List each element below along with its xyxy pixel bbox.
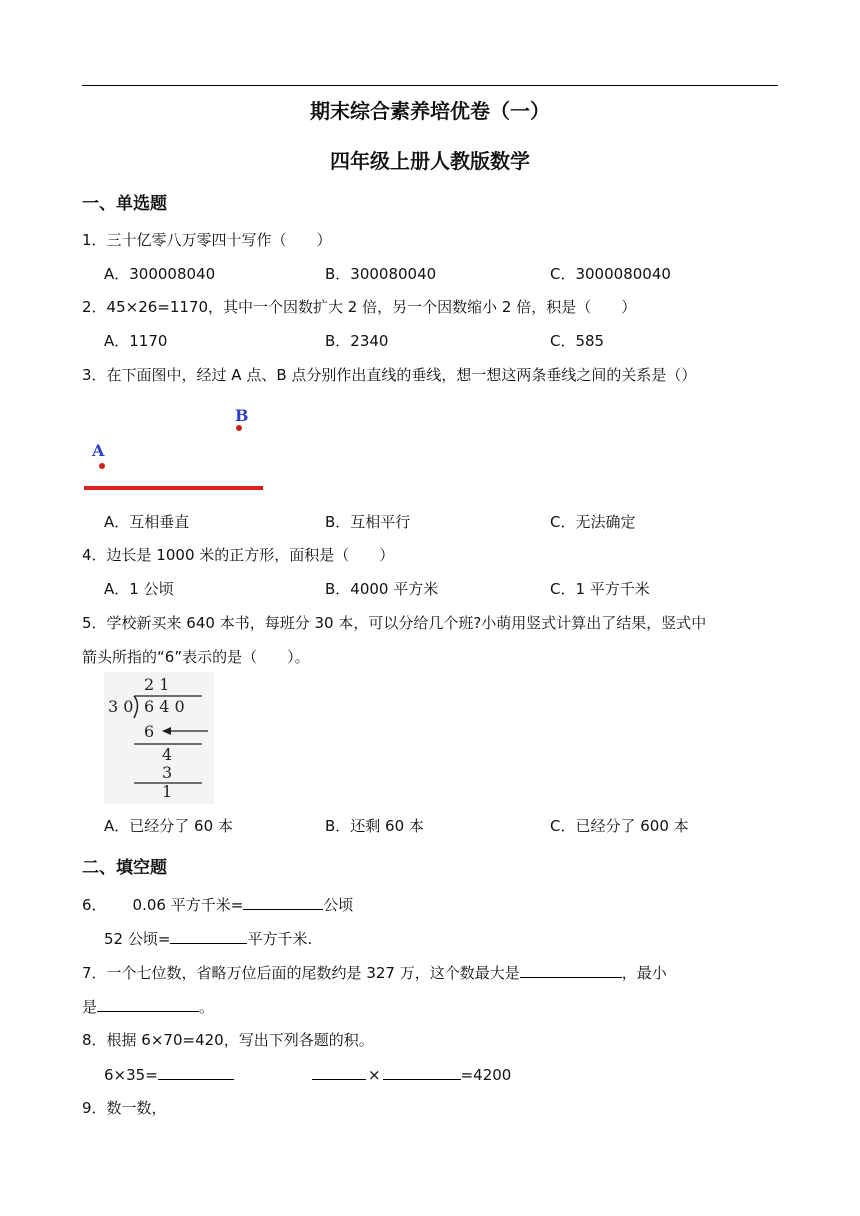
page-subtitle: 四年级上册人教版数学 <box>330 149 530 173</box>
point-a-dot <box>99 463 105 469</box>
point-b-dot <box>236 425 242 431</box>
division-dividend: 6 4 0 <box>144 697 185 716</box>
section-fill-blank: 二、填空题 <box>82 858 167 878</box>
question-5-option-a: A．已经分了 60 本 <box>104 817 233 835</box>
question-5-stem-line1: 5．学校新买来 640 本书，每班分 30 本，可以分给几个班?小萌用竖式计算出了结果，竖式中 <box>82 614 707 632</box>
division-step-4: 4 <box>162 745 173 764</box>
question-6-blank-2[interactable] <box>170 927 247 944</box>
question-4-option-b: B．4000 平方米 <box>325 580 439 598</box>
question-6-part2: 52 公顷= <box>104 930 171 948</box>
section-single-choice: 一、单选题 <box>82 194 167 214</box>
question-3-stem: 3．在下面图中，经过 A 点、B 点分别作出直线的垂线，想一想这两条垂线之间的关系是（） <box>82 366 697 384</box>
question-7-text1: 7．一个七位数，省略万位后面的尾数约是 327 万，这个数最大是 <box>82 964 520 982</box>
question-5-option-b: B．还剩 60 本 <box>325 817 424 835</box>
question-6-part1: 0.06 平方千米= <box>132 896 244 914</box>
question-1-stem: 1．三十亿零八万零四十写作（ ） <box>82 231 332 249</box>
question-7-line1 <box>82 961 667 983</box>
question-3-option-b: B．互相平行 <box>325 513 411 531</box>
question-2-option-a: A．1170 <box>104 332 168 350</box>
question-8-blank-2[interactable] <box>312 1063 366 1080</box>
question-4-option-c: C．1 平方千米 <box>550 580 650 598</box>
page-title: 期末综合素养培优卷（一） <box>310 99 550 123</box>
header-rule <box>82 85 778 86</box>
question-7-text1-end: ，最小 <box>621 964 667 982</box>
question-7-line2 <box>82 995 214 1017</box>
question-2-option-c: C．585 <box>550 332 605 350</box>
question-7-blank-max[interactable] <box>520 961 622 978</box>
question-1-option-c: C．3000080040 <box>550 265 671 283</box>
division-quotient: 2 1 <box>144 675 170 694</box>
point-b-label: B <box>235 406 249 425</box>
question-7-text2-end: 。 <box>199 998 215 1016</box>
point-a-label: A <box>92 441 105 460</box>
question-8-blank-3[interactable] <box>383 1063 461 1080</box>
division-divisor: 3 0 <box>108 697 134 716</box>
question-3-option-a: A．互相垂直 <box>104 513 190 531</box>
question-4-option-a: A．1 公顷 <box>104 580 174 598</box>
question-6-blank-1[interactable] <box>243 893 323 910</box>
question-7-text2: 是 <box>82 998 98 1016</box>
question-8-expr1-text: 6×35= <box>104 1066 158 1084</box>
division-step-3: 3 <box>162 763 173 782</box>
question-6-unit1: 公顷 <box>323 896 354 914</box>
question-6-unit2: 平方千米. <box>247 930 313 948</box>
question-8-expr2 <box>312 1063 511 1084</box>
division-remainder: 1 <box>162 782 173 801</box>
question-6-line2 <box>104 927 312 949</box>
question-9-stem: 9．数一数， <box>82 1099 167 1117</box>
question-8-expr2-end: =4200 <box>460 1066 512 1084</box>
question-6-line1 <box>82 893 353 915</box>
question-1-option-a: A．300008040 <box>104 265 216 283</box>
question-2-option-b: B．2340 <box>325 332 389 350</box>
question-8-times: × <box>368 1066 381 1084</box>
question-5-stem-line2: 箭头所指的“6”表示的是（ ）。 <box>82 648 310 666</box>
long-division-figure <box>104 672 214 804</box>
question-4-stem: 4．边长是 1000 米的正方形，面积是（ ） <box>82 546 395 564</box>
question-7-blank-min[interactable] <box>97 995 199 1012</box>
question-6-number: 6． <box>82 896 107 914</box>
question-3-option-c: C．无法确定 <box>550 513 636 531</box>
question-3-figure <box>80 400 280 500</box>
question-5-option-c: C．已经分了 600 本 <box>550 817 689 835</box>
question-8-expr1 <box>104 1063 234 1084</box>
division-step-6: 6 <box>144 722 155 741</box>
question-8-blank-1[interactable] <box>158 1063 234 1080</box>
question-1-option-b: B．300080040 <box>325 265 437 283</box>
question-8-stem: 8．根据 6×70=420，写出下列各题的积。 <box>82 1031 374 1049</box>
question-2-stem: 2．45×26=1170，其中一个因数扩大 2 倍，另一个因数缩小 2 倍，积是（ ） <box>82 298 637 316</box>
